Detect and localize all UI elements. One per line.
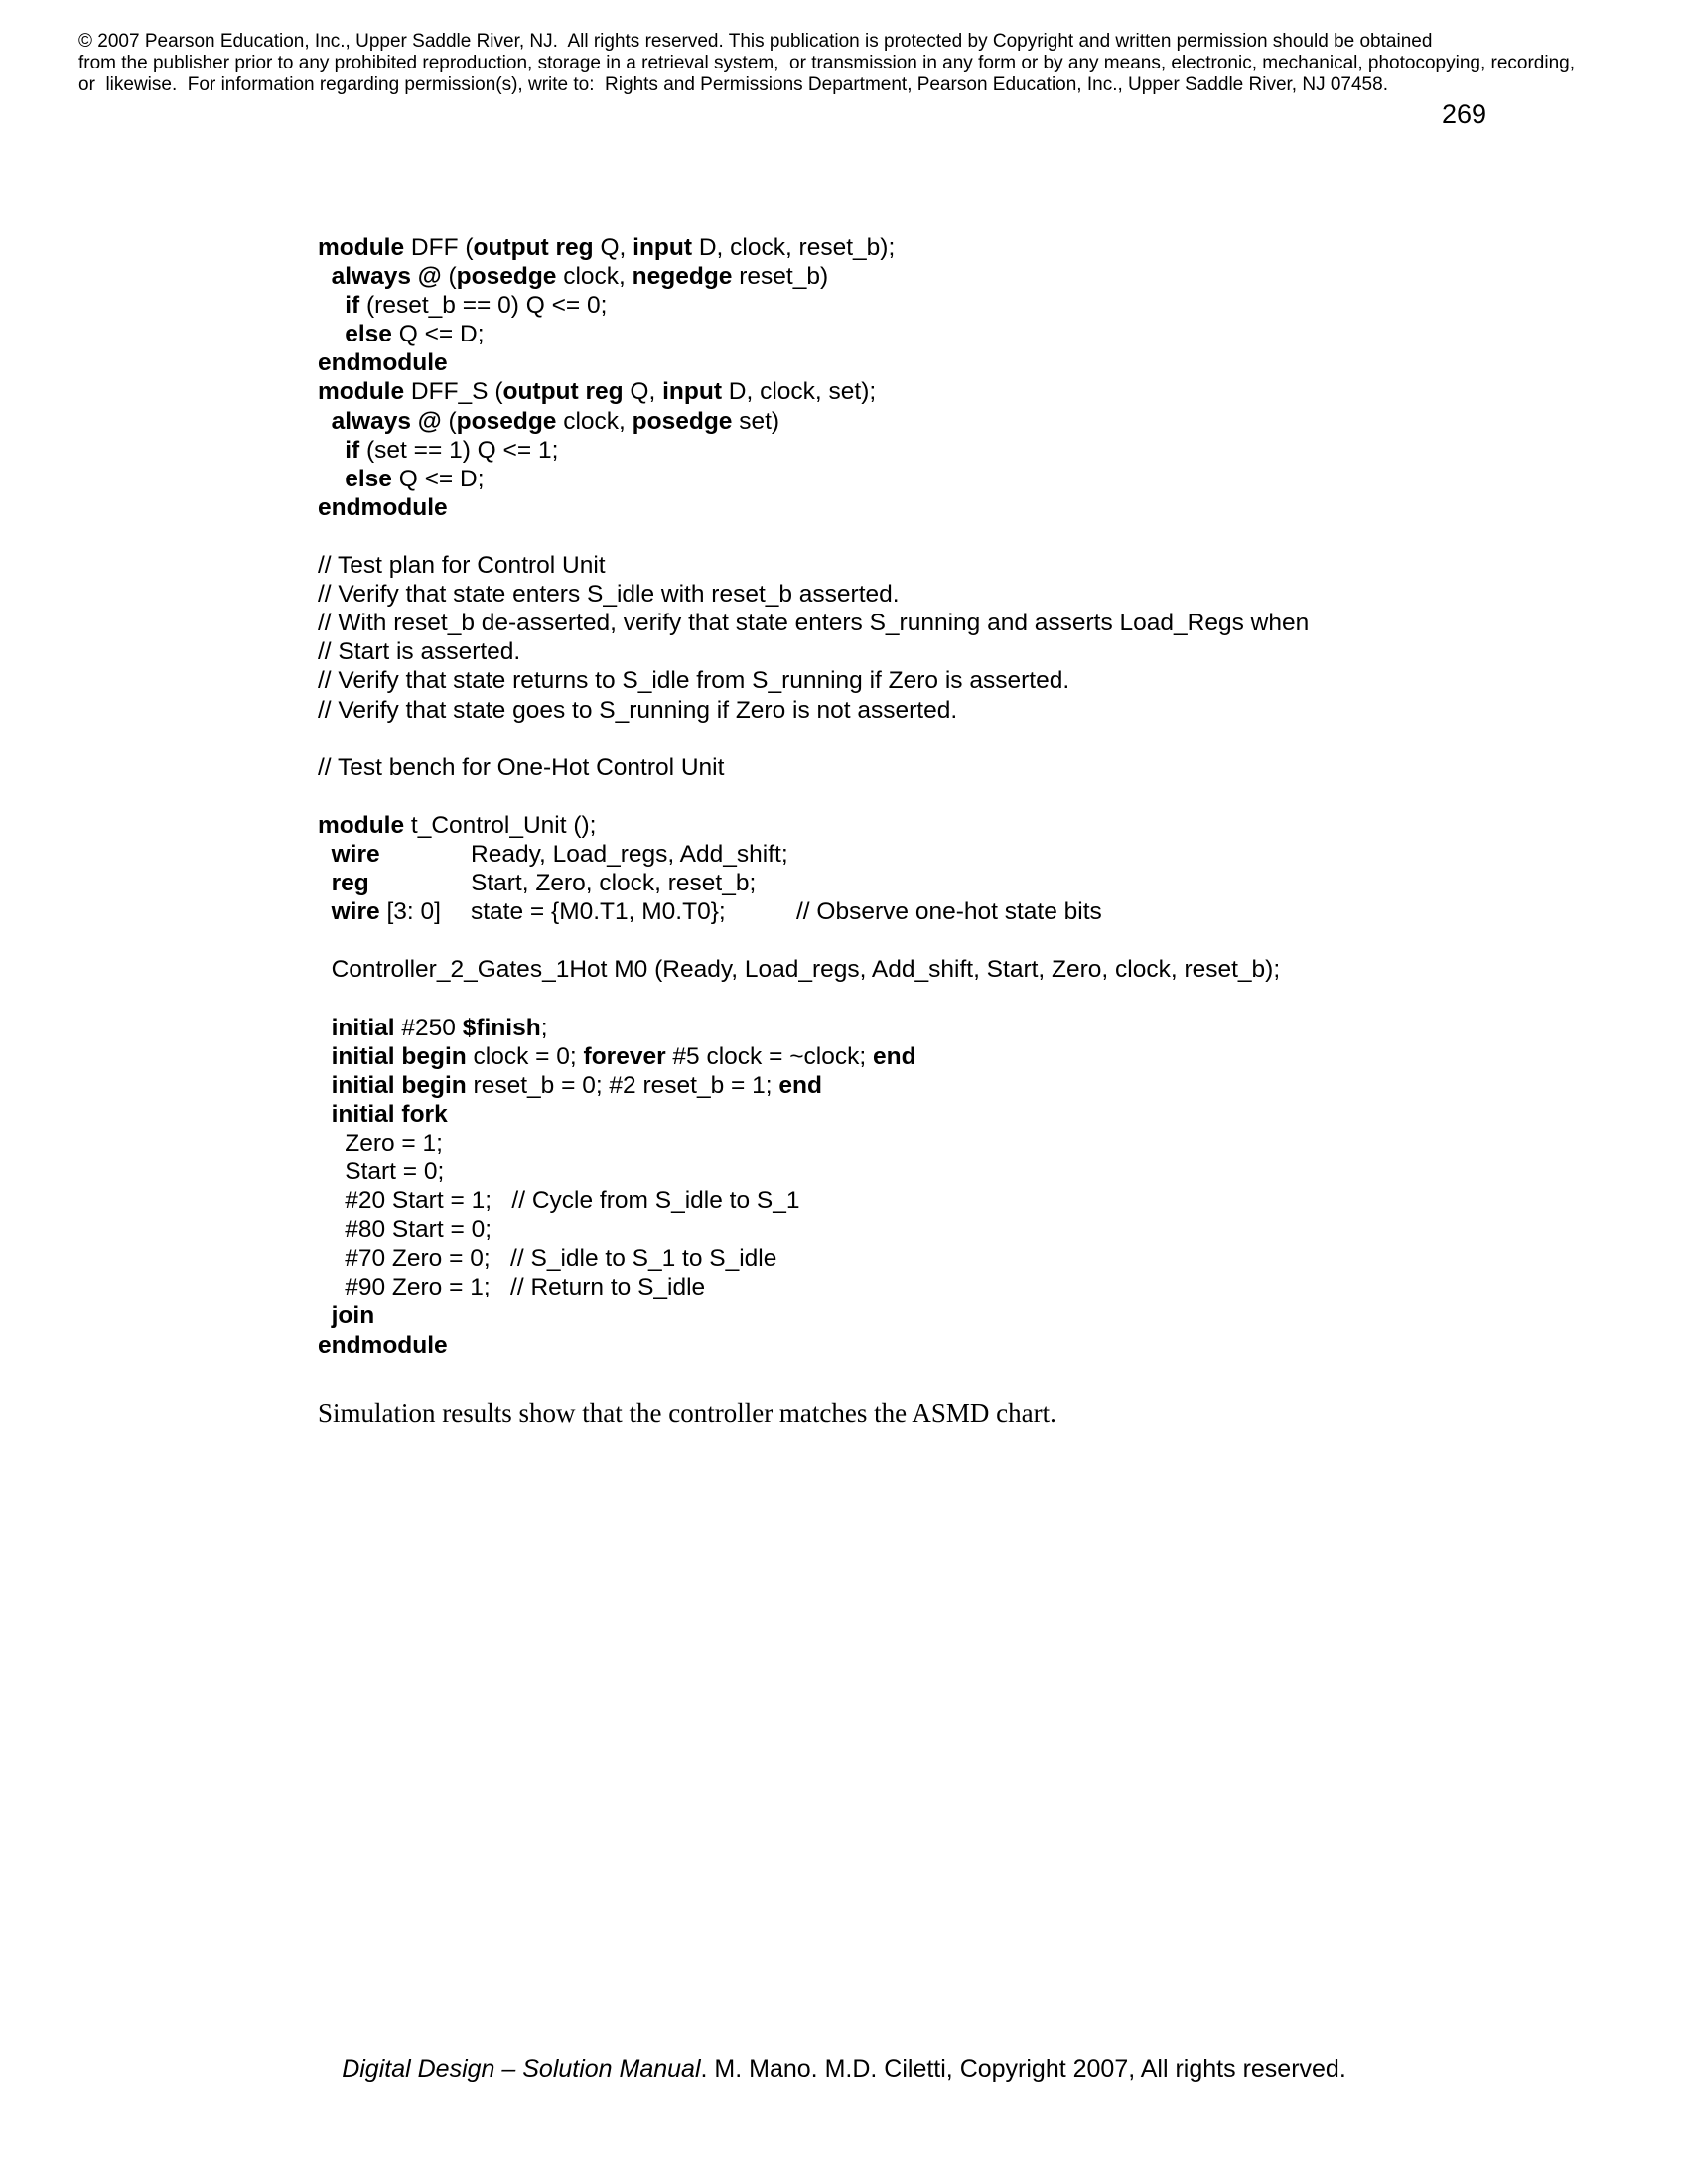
code-keyword: if: [345, 436, 360, 464]
code-line: [318, 984, 1559, 1013]
code-keyword: always @: [331, 263, 442, 291]
page-number: 269: [1442, 99, 1487, 129]
code-line: [318, 493, 1559, 522]
code-text: [318, 1101, 332, 1128]
code-line: [318, 1014, 1559, 1042]
code-keyword: end: [778, 1071, 822, 1099]
code-text: #250: [394, 1014, 463, 1041]
code-keyword: initial: [331, 1014, 395, 1041]
code-text: (: [441, 407, 457, 435]
code-keyword: endmodule: [318, 493, 448, 521]
code-keyword: always @: [331, 407, 442, 435]
code-line: [318, 1071, 1559, 1100]
code-text: Q <= D;: [391, 321, 485, 348]
code-line: [318, 262, 1559, 291]
closing-paragraph: Simulation results show that the controller matches the ASMD chart.: [318, 1398, 1056, 1428]
code-keyword: wire: [331, 898, 380, 926]
code-text: D, clock, reset_b);: [692, 234, 896, 261]
footer-credits: . M. Mano. M.D. Ciletti, Copyright 2007, All rights reserved.: [700, 2055, 1346, 2083]
code-declaration: Ready, Load_regs, Add_shift;: [471, 840, 788, 868]
code-text: [3: 0]: [379, 898, 441, 926]
code-keyword: initial begin: [331, 1071, 467, 1099]
code-keyword: module: [318, 378, 405, 406]
code-text: Start = 0;: [318, 1159, 445, 1185]
code-text: [318, 870, 332, 896]
code-text: (: [441, 263, 457, 291]
code-keyword: end: [872, 1042, 916, 1070]
code-text: // Start is asserted.: [318, 638, 521, 666]
code-text: t_Control_Unit ();: [404, 811, 597, 839]
code-keyword: else: [345, 321, 392, 348]
code-keyword: input: [662, 378, 722, 406]
code-text: #20 Start = 1; // Cycle from S_idle to S_1: [318, 1187, 800, 1215]
code-text: set): [732, 407, 780, 435]
code-text: (set == 1) Q <= 1;: [359, 436, 559, 464]
code-line: [318, 782, 1559, 811]
code-line: [318, 1042, 1559, 1071]
code-line: [318, 320, 1559, 348]
code-keyword: endmodule: [318, 349, 448, 377]
code-keyword: module: [318, 811, 405, 839]
code-text: [318, 466, 345, 492]
code-keyword: output reg: [502, 378, 624, 406]
code-declaration: Start, Zero, clock, reset_b;: [471, 870, 757, 897]
code-text: [318, 263, 332, 290]
code-text: [318, 1015, 332, 1041]
code-keyword: $finish: [462, 1014, 541, 1041]
code-keyword: initial fork: [331, 1100, 448, 1128]
code-line: [318, 291, 1559, 320]
copyright-line: or likewise. For information regarding permission(s), write to: Rights and Permissions Department, Pearson Education, Inc., Upper Saddle River, NJ 07458.: [78, 74, 1388, 95]
code-keyword: wire: [331, 840, 380, 868]
code-text: Q,: [593, 234, 633, 261]
code-keyword: input: [633, 234, 693, 261]
code-line: [318, 407, 1559, 436]
code-text: reset_b): [732, 263, 829, 291]
code-text: [318, 408, 332, 435]
code-line: [318, 926, 1559, 955]
copyright-line: © 2007 Pearson Education, Inc., Upper Saddle River, NJ. All rights reserved. This publication is protected by Copyright and written permission should be obtained: [78, 31, 1433, 52]
code-line: [318, 436, 1559, 465]
code-text: Q <= D;: [391, 465, 485, 492]
code-line: [318, 580, 1559, 609]
code-text: (reset_b == 0) Q <= 0;: [359, 292, 608, 320]
code-line: [318, 1215, 1559, 1244]
code-line: [318, 1244, 1559, 1273]
code-text: [318, 841, 332, 868]
copyright-notice: [78, 31, 1627, 96]
code-text: reset_b = 0; #2 reset_b = 1;: [466, 1071, 779, 1099]
code-line: [318, 897, 1559, 926]
code-line: [318, 696, 1559, 725]
code-line: [318, 869, 1559, 897]
code-line: [318, 465, 1559, 493]
code-line: [318, 1158, 1559, 1186]
code-line: [318, 1301, 1559, 1330]
code-text: clock,: [556, 263, 633, 291]
code-text: // With reset_b de-asserted, verify that state enters S_running and asserts Load_Regs when: [318, 610, 1310, 637]
code-line: [318, 609, 1559, 637]
code-line: [318, 955, 1559, 984]
footer-book-title: Digital Design – Solution Manual: [342, 2055, 701, 2083]
code-line: [318, 551, 1559, 580]
code-text: // Verify that state enters S_idle with reset_b asserted.: [318, 581, 900, 609]
page-footer: [0, 2055, 1688, 2084]
code-keyword: reg: [331, 870, 369, 897]
code-line: [318, 753, 1559, 782]
code-line: [318, 637, 1559, 666]
code-text: // Verify that state returns to S_idle from S_running if Zero is asserted.: [318, 667, 1070, 695]
verilog-code-listing: [318, 233, 1559, 1360]
code-text: // Test plan for Control Unit: [318, 552, 606, 580]
code-keyword: posedge: [632, 407, 733, 435]
code-text: Zero = 1;: [318, 1129, 443, 1157]
code-line: [318, 1331, 1559, 1360]
code-keyword: output reg: [473, 234, 594, 261]
code-text: [318, 1072, 332, 1099]
code-keyword: initial begin: [331, 1042, 467, 1070]
code-text: // Verify that state goes to S_running if Zero is not asserted.: [318, 696, 958, 724]
code-keyword: negedge: [632, 263, 733, 291]
code-text: clock = 0;: [466, 1042, 584, 1070]
code-text: DFF_S (: [404, 378, 503, 406]
code-line: [318, 1100, 1559, 1129]
code-keyword: if: [345, 292, 360, 320]
code-line: [318, 348, 1559, 377]
code-line: [318, 1273, 1559, 1301]
code-text: #70 Zero = 0; // S_idle to S_1 to S_idle: [318, 1245, 777, 1273]
code-text: Controller_2_Gates_1Hot M0 (Ready, Load_regs, Add_shift, Start, Zero, clock, reset_b);: [318, 956, 1281, 984]
code-text: [318, 437, 345, 464]
code-keyword: join: [331, 1302, 375, 1330]
code-line: [318, 725, 1559, 753]
code-keyword: endmodule: [318, 1331, 448, 1359]
code-text: #90 Zero = 1; // Return to S_idle: [318, 1274, 706, 1301]
code-text: #5 clock = ~clock;: [665, 1042, 873, 1070]
code-line: [318, 666, 1559, 695]
code-line: [318, 840, 1559, 869]
code-keyword: posedge: [456, 263, 557, 291]
code-text: [318, 292, 345, 319]
code-line: [318, 1186, 1559, 1215]
code-text: D, clock, set);: [721, 378, 877, 406]
code-text: [318, 898, 332, 925]
code-text: [318, 321, 345, 347]
code-text: clock,: [556, 407, 633, 435]
code-declaration: state = {M0.T1, M0.T0};: [471, 898, 726, 926]
code-text: DFF (: [404, 234, 474, 261]
code-keyword: module: [318, 234, 405, 261]
code-keyword: else: [345, 465, 392, 492]
code-line: [318, 811, 1559, 840]
code-text: [318, 1302, 332, 1329]
code-line: [318, 1129, 1559, 1158]
code-line: [318, 233, 1559, 262]
code-line: [318, 522, 1559, 551]
code-line: [318, 377, 1559, 406]
code-keyword: posedge: [456, 407, 557, 435]
code-comment: // Observe one-hot state bits: [796, 898, 1102, 926]
code-keyword: forever: [583, 1042, 666, 1070]
code-text: ;: [540, 1014, 548, 1041]
code-text: // Test bench for One-Hot Control Unit: [318, 753, 725, 781]
copyright-line: from the publisher prior to any prohibited reproduction, storage in a retrieval system, or transmission in any form or by any means, electronic, mechanical, photocopying, recording,: [78, 53, 1576, 73]
code-text: [318, 1043, 332, 1070]
code-text: Q,: [623, 378, 663, 406]
code-text: #80 Start = 0;: [318, 1216, 492, 1244]
